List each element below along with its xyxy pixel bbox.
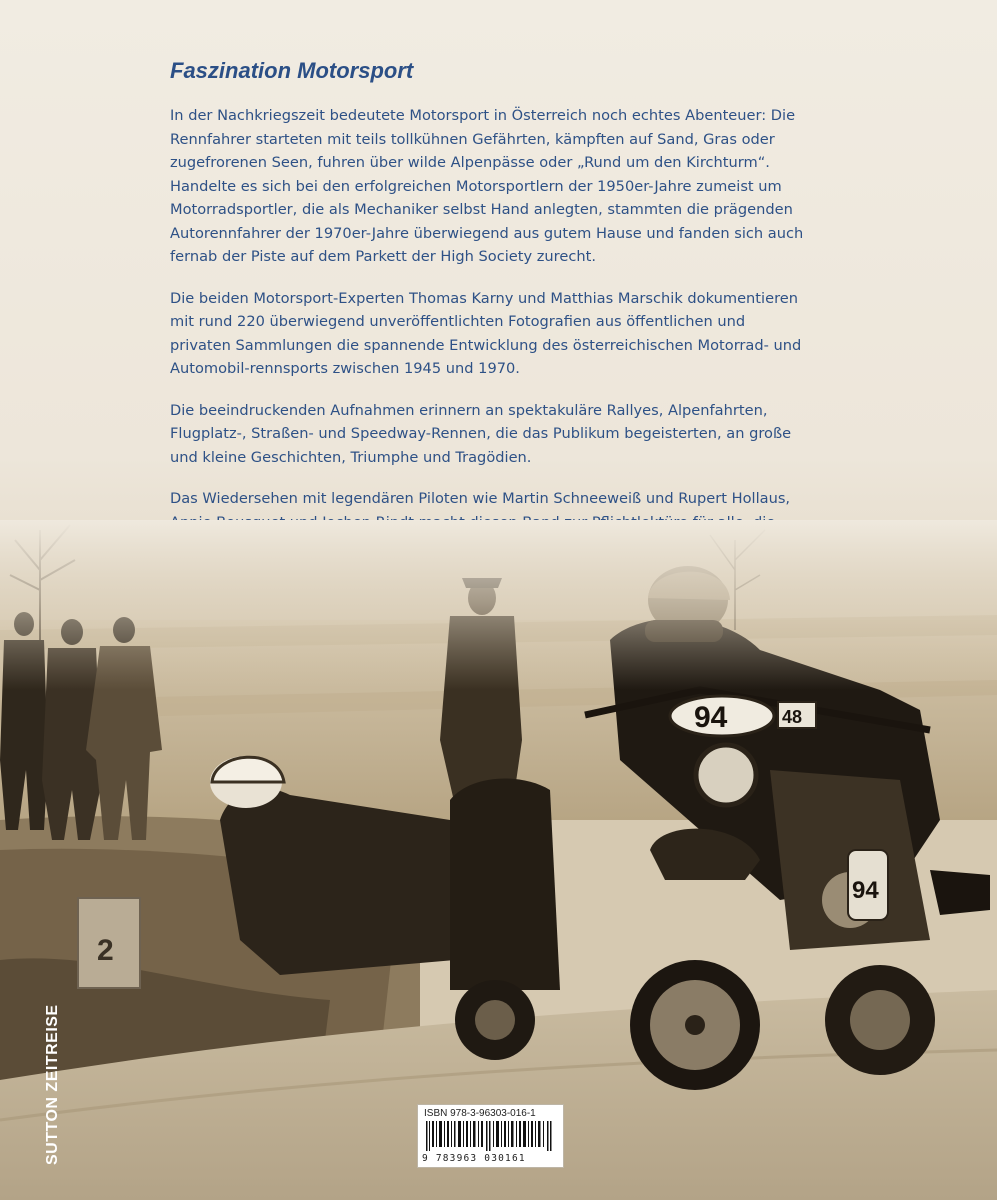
isbn-barcode: [417, 1104, 564, 1168]
ean-digits: 9 783963 030161: [422, 1153, 526, 1164]
isbn-number: ISBN 978-3-96303-016-1: [424, 1108, 536, 1119]
publisher-logo: SUTTON ZEITREISE: [44, 1004, 61, 1165]
blurb-paragraph-2: Die beiden Motorsport-Experten Thomas Karny und Matthias Marschik dokumentieren mit rund 220 überwiegend unveröffentlichten Fotografien aus öffentlichen und privaten Sammlungen die spannende Entwicklung des österreichischen Motorrad- und Automobil-rennsports zwischen 1945 und 1970.: [170, 289, 802, 377]
blurb-paragraph-3: Die beeindruckenden Aufnahmen erinnern an spektakuläre Rallyes, Alpenfahrten, Flugplatz-, Straßen- und Speedway-Rennen, die das Publikum begeisterten, an große und kleine Geschichten, Triumphe und Tragödien.: [170, 401, 792, 466]
barcode-bars: [426, 1121, 556, 1151]
blurb-title: Faszination Motorsport: [170, 58, 414, 83]
blurb-paragraph-1: In der Nachkriegszeit bedeutete Motorsport in Österreich noch echtes Abenteuer: Die Rennfahrer starteten mit teils tollkühnen Gefährten, kämpften auf Sand, Gras oder zugefrorenen Seen, fuhren über wilde Alpenpässe oder „Rund um den Kirchturm“. Handelte es sich bei den erfolgreichen Motorsportlern der 1950er-Jahre zumeist um Motorradsportler, die als Mechaniker selbst Hand anlegten, stammten die prägenden Autorennfahrer der 1970er-Jahre überwiegend aus gutem Hause und fanden sich auch fernab der Piste auf dem Parkett der High Society zurecht.: [170, 107, 804, 265]
sidecar-race-photo: [0, 520, 997, 1200]
blurb-paragraph-4: Das Wiedersehen mit legendären Piloten wie Martin Schneeweiß und Rupert Hollaus,: [170, 490, 791, 507]
blurb-text-block: [170, 58, 810, 576]
